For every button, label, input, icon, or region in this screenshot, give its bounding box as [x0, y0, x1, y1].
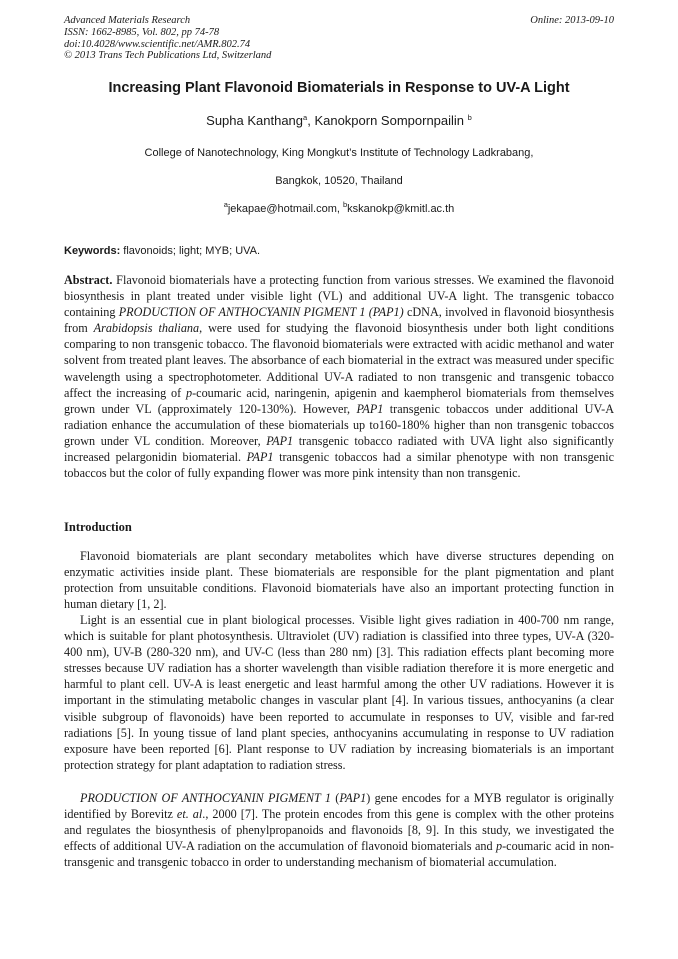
intro-paragraph-1: Flavonoid biomaterials are plant secondary metabolites which have diverse structures depending on enzymatic activities inside plant. These biomaterials are responsible for the plant pigmentation and plant protection from unsuitable conditions. Flavonoid biomaterials have also an important protecting function in human dietary [1, 2]. [64, 549, 614, 612]
abstract-text: , were used for studying the flavonoid biosynthesis under both light conditions comparing to non transgenic tobacco. The flavonoid biomaterials were extracted with acidic methanol and water solvent from treated plant leaves. The absorbance of each biomaterial in the extract was measured under specific wavelength using a spectrophotometer. Additional UV-A radiated to non transgenic and transgenic tobacco affect the increasing of [64, 321, 614, 400]
abstract-paragraph [64, 272, 614, 481]
et-al: et. al [176, 807, 203, 822]
author-2-affil-mark: b [467, 113, 472, 122]
abstract-text: transgenic tobaccos had a similar phenotype with non transgenic tobaccos but the color of fully expanding flower was more pink intensity than non transgenic. [64, 450, 614, 481]
affiliation-line-1: College of Nanotechnology, King Mongkut’s Institute of Technology Ladkrabang, [144, 147, 534, 159]
intro-text: -coumaric acid in non-transgenic and transgenic tobacco in order to understanding mechanism of biomaterial accumulation. [64, 839, 614, 870]
italic-p: p [496, 839, 503, 854]
abstract-text: cDNA, involved in flavonoid biosynthesis from [64, 305, 615, 336]
email-b: kskanokp@kmitl.ac.th [347, 203, 455, 215]
abstract-text: Flavonoid biomaterials have a protecting function from various stresses. We examined the flavonoid biosynthesis in plant treated under visible light (VL) and additional UV-A light. The transgenic tobacco containing [64, 273, 614, 320]
online-date: Online: 2013-09-10 [530, 15, 614, 26]
journal-header [64, 15, 271, 62]
intro-text: ) gene encodes for a MYB regulator is originally identified by Borevitz [64, 791, 615, 822]
abstract-label: Abstract. [64, 273, 113, 287]
gene-symbol: PAP1 [266, 433, 294, 448]
issn-line: ISSN: 1662-8985, Vol. 802, pp 74-78 [64, 26, 220, 38]
author-1-affil-mark: a [303, 113, 308, 122]
journal-name: Advanced Materials Research [64, 15, 191, 26]
keywords-text: flavonoids; light; MYB; UVA. [120, 245, 261, 257]
affiliation-line-2: Bangkok, 10520, Thailand [275, 175, 403, 187]
email-line [0, 200, 678, 215]
abstract-text: transgenic tobacco radiated with UVA light also significantly increased pelargonidin biomaterial. [64, 433, 614, 465]
abstract-text: transgenic tobaccos under additional UV-A radiation enhance the accumulation of these biomaterials up to160-180% higher than non transgenic tobaccos grown under VL condition. Moreover, [64, 401, 614, 448]
gene-name: PRODUCTION OF ANTHOCYANIN PIGMENT 1 (PAP1) [118, 305, 404, 320]
intro-text: ., 2000 [7]. The protein encodes from this gene is complex with the other proteins and regulates the biosynthesis of phenylpropanoids and flavonoids [8, 9]. In this study, we investigated the effects of additional UV-A radiation on the accumulation of flavonoid biomaterials and [64, 807, 614, 854]
gene-symbol: PAP1 [356, 401, 384, 416]
email-a-mark: a [223, 200, 228, 209]
species-name: Arabidopsis thaliana [93, 321, 200, 336]
copyright-line: © 2013 Trans Tech Publications Ltd, Switzerland [64, 50, 272, 62]
email-b-mark: b [342, 200, 348, 209]
intro-paragraph-2: Light is an essential cue in plant biological processes. Visible light gives radiation in 400-700 nm range, which is suitable for plant photosynthesis. Ultraviolet (UV) radiation is classified into three types, UV-A (320-400 nm), UV-B (280-320 nm), and UV-C (less than 280 nm) [3]. This radiation effects plant becoming more stresses because UV radiation has a shorter wavelength than visible radiation therefore it is more energetic and harmful to plant cell. UV-A is least energetic and least harmful among the other UV radiations. However it is important in the stimulating metabolic changes in vascular plant [4]. In various tissues, anthocyanins (a clear visible subgroup of flavonoids) have been reported to accumulate in responses to UV, visible and far-red radiations [5]. In young tissue of land plant species, anthocyanins accumulating in response to UV radiation exposure have been reported [6]. Plant response to UV radiation by increasing biomaterials is an important protection strategy for plant adaptation to radiation stress. [64, 613, 614, 772]
intro-paragraph-3 [64, 790, 614, 870]
gene-name: PRODUCTION OF ANTHOCYANIN PIGMENT 1 [80, 791, 331, 805]
doi-line: doi:10.4028/www.scientific.net/AMR.802.74 [64, 38, 251, 50]
intro-text: ( [330, 791, 340, 805]
italic-p: p [186, 385, 193, 400]
email-a: jekapae@hotmail.com, [227, 203, 343, 215]
author-1: Supha Kanthang [206, 113, 304, 128]
author-2: Kanokporn Sompornpailin [314, 113, 468, 128]
section-heading-introduction: Introduction [64, 520, 132, 534]
author-line [0, 113, 678, 128]
gene-symbol: PAP1 [246, 450, 274, 465]
abstract-text: -coumaric acid, naringenin, apigenin and kaempherol biomaterials from themselves grown under VL (approximately 120-130%). However, [64, 385, 614, 416]
author-separator: , [307, 113, 315, 128]
paper-title: Increasing Plant Flavonoid Biomaterials in Response to UV-A Light [108, 80, 570, 96]
keywords [64, 245, 260, 257]
keywords-label: Keywords: [64, 245, 121, 257]
gene-symbol: PAP1 [339, 791, 367, 805]
